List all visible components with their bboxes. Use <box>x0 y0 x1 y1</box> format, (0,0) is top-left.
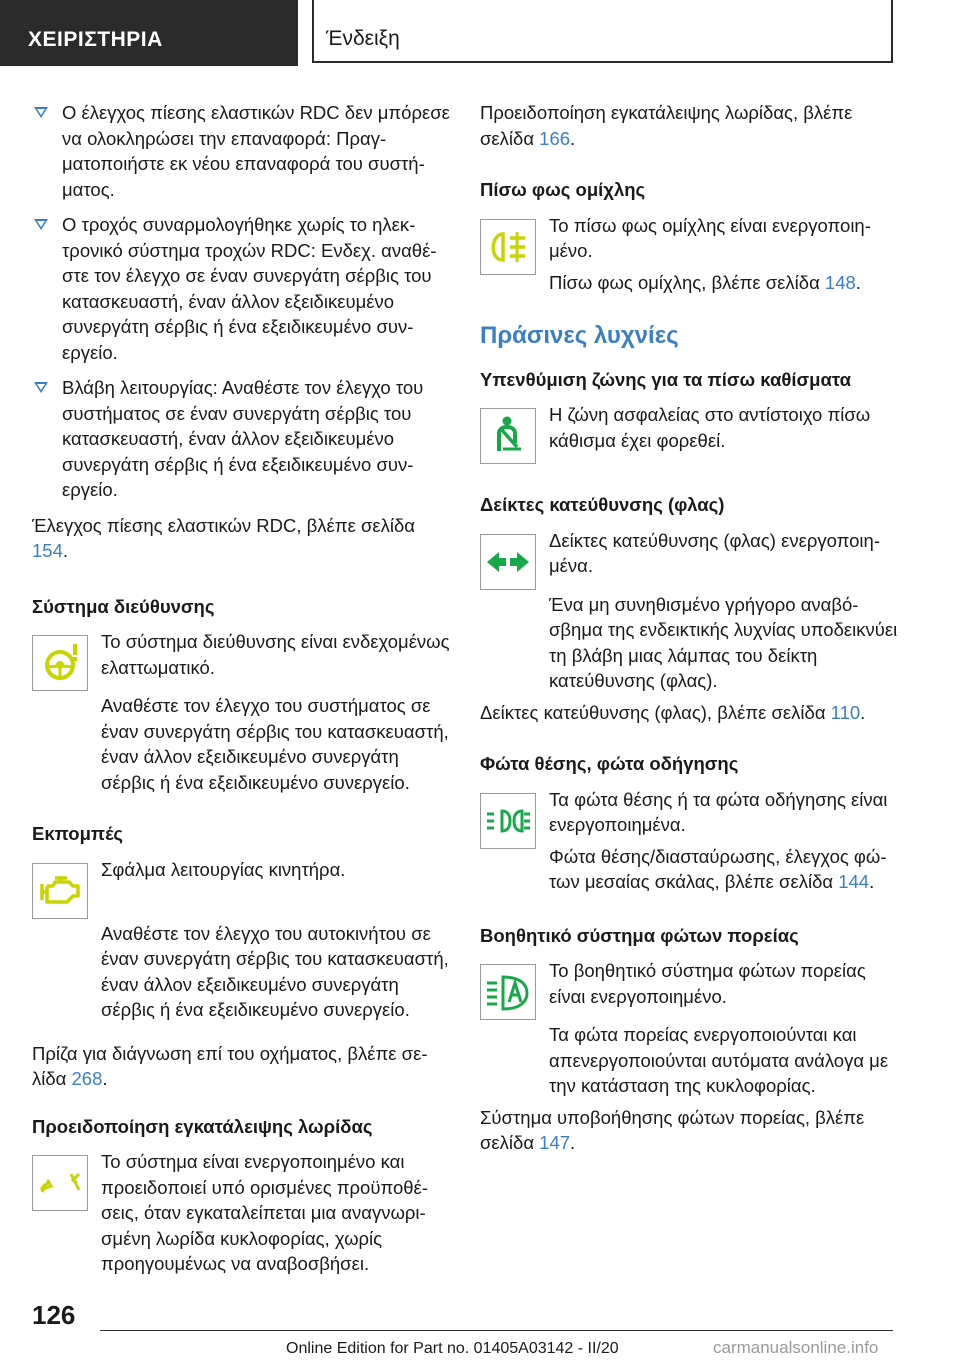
belt-heading: Υπενθύμιση ζώνης για τα πίσω καθίσματα <box>480 368 851 390</box>
assist-indicator: Το βοηθητικό σύστημα φώτων πορείας είναι ενεργοποιημένο. <box>480 958 900 1016</box>
position-lights-heading: Φώτα θέσης, φώτα οδήγησης <box>480 753 739 774</box>
page-link-148[interactable]: 148 <box>824 271 856 293</box>
bullet-item: Ο τροχός συναρμολογήθηκε χωρίς το ηλεκτρονικό σύστημα τροχών RDC: Ενδεχ. αναθέστε τον έλεγχο σε έναν συνεργάτη σέρβις του κατασκευαστή, έναν άλλον εξειδικευμένο συνεργάτη σέρβις ή ένα εξειδικευμένο συνεργείο. <box>32 212 452 365</box>
emissions-heading: Εκπομπές <box>32 823 124 844</box>
bullet-triangle-icon <box>34 107 48 118</box>
engine-check-icon <box>32 863 88 919</box>
emissions-indicator: Σφάλμα λειτουργίας κινητήρα. <box>32 857 452 915</box>
position-lights-icon <box>480 793 536 849</box>
fog-heading: Πίσω φως ομίχλης <box>480 179 646 200</box>
page-link-268[interactable]: 268 <box>71 1068 103 1089</box>
lane-indicator: Το σύστημα είναι ενεργοποιημένο και προειδοποιεί υπό ορισμένες προϋποθέσεις, όταν εγκαταλείπεται μια αναγνωρισμένη λωρίδα κυκλοφορίας, χωρίς προηγουμένως να αναβοσβήσει. <box>32 1149 452 1277</box>
page-link-166[interactable]: 166 <box>539 127 571 149</box>
watermark: carmanualsonline.info <box>713 1338 879 1357</box>
steering-heading: Σύστημα διεύθυνσης <box>32 595 215 617</box>
seatbelt-icon <box>480 408 536 464</box>
page-link-110[interactable]: 110 <box>830 701 861 723</box>
bullet-item: Βλάβη λειτουργίας: Αναθέστε τον έλεγχο του συστήματος σε έναν συνεργάτη σέρβις του κατασκευαστή, έναν άλλον εξειδικευμένο συνεργάτη σέρβις ή ένα εξειδικευμένο συνεργείο. <box>32 375 452 503</box>
fog-indicator: Το πίσω φως ομίχλης είναι ενεργοποιημένο. Πίσω φως ομίχλης, βλέπε σελίδα 148. <box>480 213 900 296</box>
lane-departure-icon <box>32 1155 88 1211</box>
bullet-triangle-icon <box>34 219 48 230</box>
lane-heading: Προειδοποίηση εγκατάλειψης λωρίδας <box>32 1115 373 1137</box>
green-lights-heading: Πράσινες λυχνίες <box>480 322 679 349</box>
belt-indicator: Η ζώνη ασφαλείας στο αντίστοιχο πίσω κάθισμα έχει φορεθεί. <box>480 402 900 468</box>
left-column: Ο έλεγχος πίεσης ελαστικών RDC δεν μπόρεσε να ολοκληρώσει την επαναφορά: Πραγματοποιήστε εκ νέου επαναφορά του συστήματος. Ο τροχός συναρμολογήθηκε χωρίς το ηλεκτρονικό σύστημα τροχών RDC: Ενδεχ. αναθέστε τον έλεγχο σε έναν συνεργάτη σέρβις του κατασκευαστή, έναν άλλον εξειδικευμένο συνεργάτη σέρβις ή ένα εξειδικευμένο συνεργείο. Βλάβη λειτουργίας: Αναθέστε τον έλεγχο του συστήματος σε έναν συνεργάτη σέρβις του κατασκευαστή, έναν άλλον εξειδικευμένο συνεργάτη σέρβις ή ένα εξειδικευμένο συνεργείο. Έλεγχος πίεσης ελαστικών RDC, βλέπε σελίδα 154. Σύστημα διεύθυνσης Το σύστημα διεύθυνσης είναι ενδεχομένως ελαττωματικό. Αναθέστε τον έλεγχο του συστήματος σε έναν συνεργάτη σέρβις του κατασκευαστή, έναν άλλον εξειδικευμένο συνεργάτη σέρβις ή ένα εξειδικευμένο συνεργείο. Εκπομπές Σφάλμα λειτουργίας κινητήρα. Αναθέστε τον έλεγχο του αυτοκινήτου σε έναν συνεργάτη σέρβις του κατασκευαστή, έναν άλλον εξειδικευμένο συνεργάτη σέρβις ή ένα εξειδικευμένο συνεργείο. Πρίζα για διάγνωση επί του οχήματος, βλέπε σελίδα 268. Προειδοποίηση εγκατάλειψης λωρίδας Το σύστημα είναι ενεργοποιημένο και προειδοποιεί υπό ορισμένες προϋποθέσεις, όταν εγκαταλείπεται μια αναγνωρισμένη λωρίδα κυκλοφορίας, χωρίς προηγουμένως να αναβοσβήσει. <box>32 100 452 1277</box>
bullet-triangle-icon <box>34 382 48 393</box>
turn-signal-icon <box>480 534 536 590</box>
section-tab <box>0 0 298 66</box>
turn-heading: Δείκτες κατεύθυνσης (φλας) <box>480 494 725 515</box>
chapter-title: Ένδειξη <box>326 27 400 50</box>
rear-fog-icon <box>480 219 536 275</box>
rdc-reference: Έλεγχος πίεσης ελαστικών RDC, βλέπε σελίδα 154. <box>32 514 415 561</box>
page-link-147[interactable]: 147 <box>539 1132 571 1153</box>
lane-reference: Προειδοποίηση εγκατάλειψης λωρίδας, βλέπε σελίδα 166. <box>480 102 853 149</box>
high-beam-assist-icon <box>480 964 536 1020</box>
assist-heading: Βοηθητικό σύστημα φώτων πορείας <box>480 924 799 946</box>
section-title: ΧΕΙΡΙΣΤΗΡΙΑ <box>28 28 163 51</box>
turn-indicator: Δείκτες κατεύθυνσης (φλας) ενεργοποιημένα. <box>480 528 900 586</box>
position-lights-indicator: Τα φώτα θέσης ή τα φώτα οδήγησης είναι ενεργοποιημένα. Φώτα θέσης/διασταύρωσης, έλεγχος φώτων μεσαίας σκάλας, βλέπε σελίδα 144. <box>480 787 900 895</box>
page-link-154[interactable]: 154 <box>32 540 63 561</box>
page-link-144[interactable]: 144 <box>838 871 870 892</box>
diagnosis-reference: Πρίζα για διάγνωση επί του οχήματος, βλέπε σελίδα 268. <box>32 1042 428 1089</box>
edition-text: Online Edition for Part no. 01405A03142 - II/20 <box>286 1340 619 1357</box>
chapter-tab <box>312 0 893 63</box>
page-number: 126 <box>32 1300 76 1330</box>
right-column: Προειδοποίηση εγκατάλειψης λωρίδας, βλέπε σελίδα 166. Πίσω φως ομίχλης Το πίσω φως ομίχλης είναι ενεργοποιημένο. Πίσω φως ομίχλης, βλέπε σελίδα 148. Πράσινες λυχνίες Υπενθύμιση ζώνης για τα πίσω καθίσματα Η ζώνη ασφαλείας στο αντίστοιχο πίσω κάθισμα έχει φορεθεί. Δείκτες κατεύθυνσης (φλας) Δείκτες κατεύθυνσης (φλας) ενεργοποιημένα. Ένα μη συνηθισμένο γρήγορο αναβόσβημα της ενδεικτικής λυχνίας υποδεικνύει τη βλάβη μιας λάμπας του δείκτη κατεύθυνσης (φλας). Δείκτες κατεύθυνσης (φλας), βλέπε σελίδα 110. Φώτα θέσης, φώτα οδήγησης Τα φώτα θέσης ή τα φώτα οδήγησης είναι ενεργοποιημένα. Φώτα θέσης/διασταύρωσης, έλεγχος φώτων μεσαίας σκάλας, βλέπε σελίδα 144. Βοηθητικό σύστημα φώτων πορείας Το βοηθητικό σύστημα φώτων πορείας είναι ενεργοποιημένο. Τα φώτα πορείας ενεργοποιούνται και απενεργοποιούνται αυτόματα ανάλογα με την κατάσταση της κυκλοφορίας. Σύστημα υποβοήθησης φώτων πορείας, βλέπε σελίδα 147. <box>480 100 900 1156</box>
bullet-item: Ο έλεγχος πίεσης ελαστικών RDC δεν μπόρεσε να ολοκληρώσει την επαναφορά: Πραγματοποιήστε εκ νέου επαναφορά του συστήματος. <box>32 100 452 202</box>
steering-warning-icon <box>32 635 88 691</box>
footer-divider <box>100 1330 893 1331</box>
steering-indicator: Το σύστημα διεύθυνσης είναι ενδεχομένως ελαττωματικό. <box>32 629 452 687</box>
page-header <box>0 0 960 66</box>
